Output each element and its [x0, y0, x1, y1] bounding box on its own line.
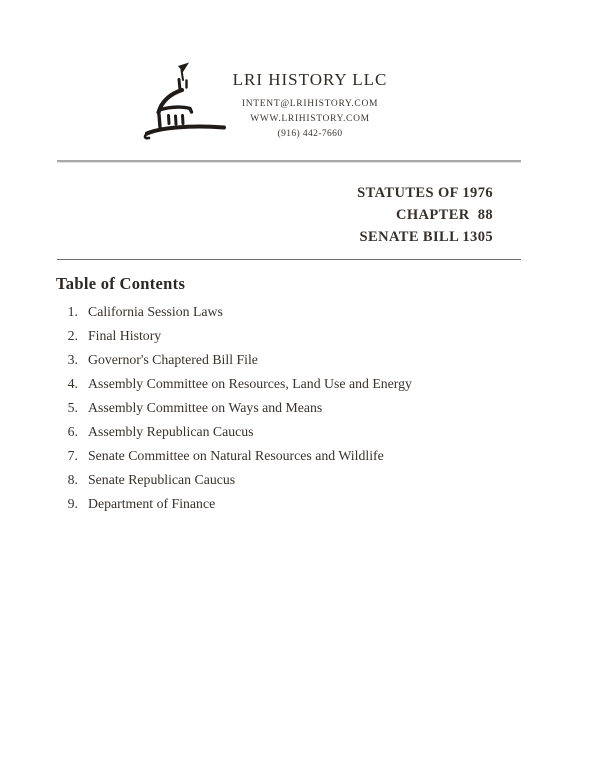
- toc-item-label: California Session Laws: [88, 304, 223, 319]
- toc-item: [56, 420, 546, 444]
- toc-heading: Table of Contents: [56, 274, 186, 293]
- senate-bill-line: SENATE BILL 1305: [359, 229, 493, 245]
- toc-item-number: 3.: [67, 352, 78, 367]
- toc-item-label: Assembly Committee on Ways and Means: [88, 400, 323, 415]
- toc-item-label: Final History: [88, 328, 162, 343]
- toc-item-label: Assembly Committee on Resources, Land Use and Energy: [88, 376, 412, 391]
- toc-item: [56, 396, 546, 420]
- toc-item-label: Governor's Chaptered Bill File: [88, 352, 258, 367]
- toc-item-label: Department of Finance: [88, 496, 216, 511]
- company-phone: (916) 442-7660: [277, 129, 343, 139]
- horizontal-rule-top: [57, 160, 521, 163]
- company-email: INTENT@LRIHISTORY.COM: [241, 99, 379, 109]
- toc-item: [56, 444, 546, 468]
- statutes-line: STATUTES OF 1976: [357, 185, 493, 201]
- toc-item-number: 6.: [67, 424, 78, 439]
- toc-item-label: Senate Committee on Natural Resources and Wildlife: [88, 448, 384, 463]
- document-identification: [357, 182, 493, 248]
- letterhead: [180, 70, 440, 142]
- toc-item-number: 8.: [67, 472, 78, 487]
- toc-item: [56, 348, 546, 372]
- toc-item: [56, 372, 546, 396]
- toc-item: [56, 324, 546, 348]
- toc-item-number: 7.: [67, 448, 78, 463]
- toc-item: [56, 300, 546, 324]
- toc-item-label: Senate Republican Caucus: [88, 472, 236, 487]
- company-website: WWW.LRIHISTORY.COM: [250, 114, 370, 124]
- chapter-line: CHAPTER 88: [395, 207, 493, 223]
- toc-item-number: 2.: [67, 328, 78, 343]
- toc-item-number: 5.: [67, 400, 78, 415]
- toc-item-number: 4.: [67, 376, 78, 391]
- company-name: LRI HISTORY LLC: [232, 70, 388, 89]
- horizontal-rule-bottom: [57, 259, 521, 260]
- toc-item-label: Assembly Republican Caucus: [88, 424, 254, 439]
- toc-item-number: 9.: [67, 496, 78, 511]
- toc-item: [56, 468, 546, 492]
- toc-item-number: 1.: [67, 304, 78, 319]
- toc-item: [56, 492, 546, 516]
- toc-list: [56, 300, 546, 516]
